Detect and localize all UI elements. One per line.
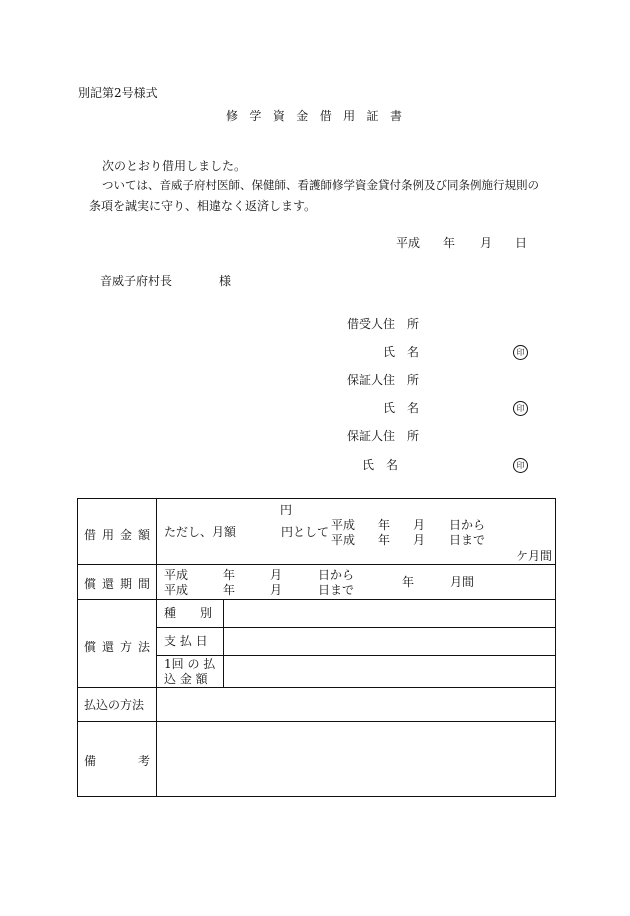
title-char: 資 bbox=[272, 109, 285, 123]
installment-amount-label-line1: 1回 の 払 bbox=[164, 657, 216, 671]
label-char: 償 bbox=[84, 640, 97, 654]
loan-to-day: 日まで bbox=[449, 533, 486, 547]
loan-amount-label bbox=[84, 526, 150, 543]
title-char: 学 bbox=[249, 109, 262, 123]
seal-icon: 印 bbox=[513, 345, 528, 360]
guarantor2-address-label: 保証人住 所 bbox=[347, 429, 420, 443]
loan-months: ケ月間 bbox=[516, 549, 553, 563]
body-line-2: ついては、音威子府村医師、保健師、看護師修学資金貸付条例及び同条例施行規則の bbox=[102, 178, 539, 192]
row-divider bbox=[78, 721, 555, 722]
body-line-1: 次のとおり借用しました。 bbox=[102, 159, 247, 173]
row-divider bbox=[78, 687, 555, 688]
repayment-period-label bbox=[84, 575, 150, 592]
column-divider bbox=[223, 599, 224, 687]
label-char: 用 bbox=[101, 528, 114, 542]
period-to-year: 年 bbox=[223, 583, 236, 597]
label-char: 還 bbox=[101, 577, 114, 591]
loan-to-era: 平成 bbox=[331, 533, 356, 547]
installment-amount-label-line2: 込 金 額 bbox=[164, 672, 208, 686]
date-month: 月 bbox=[480, 236, 493, 250]
repayment-method-label bbox=[84, 638, 150, 655]
row-divider bbox=[157, 627, 555, 628]
payment-method-label: 払込の方法 bbox=[84, 698, 145, 712]
seal-icon: 印 bbox=[513, 401, 528, 416]
period-from-day: 日から bbox=[318, 568, 355, 582]
row-divider bbox=[78, 599, 555, 600]
loan-from-year: 年 bbox=[378, 518, 391, 532]
form-number: 別記第2号様式 bbox=[78, 86, 158, 100]
period-from-era: 平成 bbox=[164, 568, 189, 582]
label-char: 備 bbox=[84, 754, 97, 768]
period-from-month: 月 bbox=[270, 568, 283, 582]
date-day: 日 bbox=[515, 236, 528, 250]
body-line-3: 条項を誠実に守り、相違なく返済します。 bbox=[89, 199, 317, 213]
title-char: 用 bbox=[343, 109, 356, 123]
label-char: 考 bbox=[137, 754, 150, 768]
loan-from-day: 日から bbox=[449, 518, 486, 532]
title-char: 借 bbox=[319, 109, 332, 123]
guarantor2-name-label: 氏 名 bbox=[362, 458, 399, 472]
loan-from-month: 月 bbox=[413, 518, 426, 532]
period-to-day: 日まで bbox=[318, 583, 355, 597]
period-to-era: 平成 bbox=[164, 583, 189, 597]
label-char: 法 bbox=[137, 640, 150, 654]
label-char: 償 bbox=[84, 577, 97, 591]
monthly-amount-suffix: 円として bbox=[281, 525, 330, 539]
remarks-label bbox=[84, 752, 150, 769]
label-char: 期 bbox=[119, 577, 132, 591]
document-title bbox=[226, 107, 402, 124]
borrower-name-label: 氏 名 bbox=[383, 345, 420, 359]
date-era: 平成 bbox=[396, 236, 421, 250]
label-char: 方 bbox=[119, 640, 132, 654]
repayment-type-label: 種 別 bbox=[164, 606, 213, 620]
borrower-address-label: 借受人住 所 bbox=[347, 317, 420, 331]
period-total-year: 年 bbox=[402, 575, 415, 589]
title-char: 金 bbox=[296, 109, 309, 123]
guarantor1-address-label: 保証人住 所 bbox=[347, 373, 420, 387]
label-char: 間 bbox=[137, 577, 150, 591]
loan-yen-unit: 円 bbox=[280, 503, 293, 517]
guarantor1-name-label: 氏 名 bbox=[383, 401, 420, 415]
addressee-honorific: 様 bbox=[219, 274, 232, 288]
column-divider bbox=[156, 499, 157, 797]
date-year: 年 bbox=[443, 236, 456, 250]
addressee-name: 音威子府村長 bbox=[100, 274, 173, 288]
loan-to-month: 月 bbox=[413, 533, 426, 547]
period-from-year: 年 bbox=[223, 568, 236, 582]
label-char: 金 bbox=[119, 528, 132, 542]
title-char: 修 bbox=[226, 109, 239, 123]
period-total-months: 月間 bbox=[450, 575, 475, 589]
title-char: 証 bbox=[366, 109, 379, 123]
period-to-month: 月 bbox=[270, 583, 283, 597]
seal-icon: 印 bbox=[513, 458, 528, 473]
loan-details-table bbox=[77, 498, 556, 797]
row-divider bbox=[157, 655, 555, 656]
title-char: 書 bbox=[389, 109, 402, 123]
label-char: 借 bbox=[84, 528, 97, 542]
loan-to-year: 年 bbox=[378, 533, 391, 547]
payday-label: 支 払 日 bbox=[164, 634, 208, 648]
label-char: 額 bbox=[137, 528, 150, 542]
monthly-amount-prefix: ただし、月額 bbox=[164, 525, 237, 539]
label-char: 還 bbox=[101, 640, 114, 654]
row-divider bbox=[78, 564, 555, 565]
loan-from-era: 平成 bbox=[331, 518, 356, 532]
